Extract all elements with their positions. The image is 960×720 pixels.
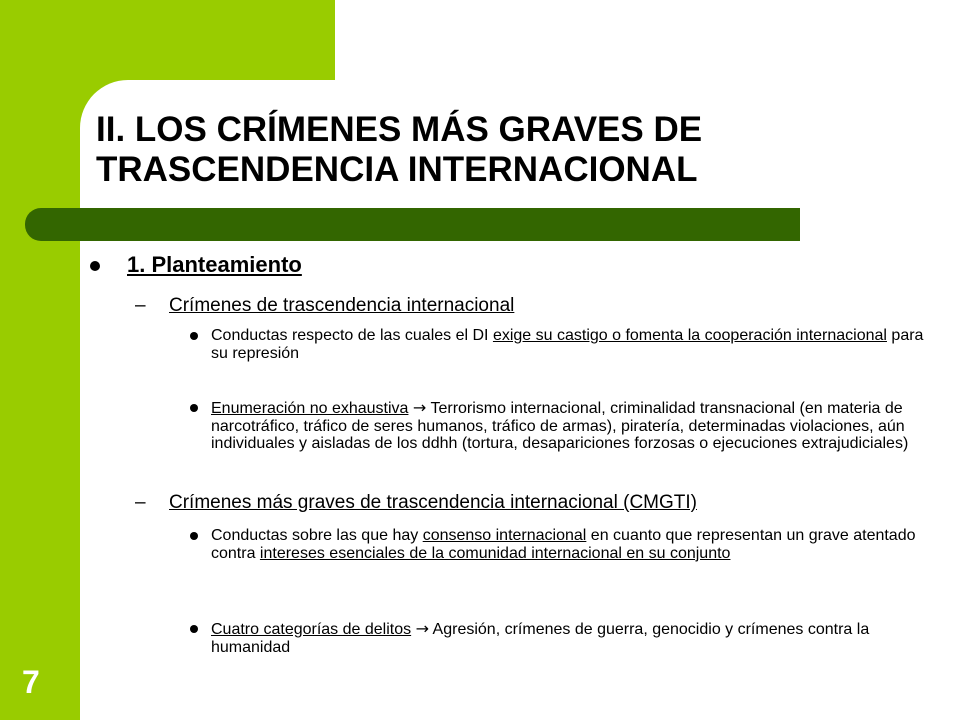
bullet-item bbox=[190, 327, 935, 362]
bullet-dot-icon bbox=[190, 332, 198, 340]
bullet-text: Conductas sobre las que hay consenso internacional en cuanto que representan un grave atentado contra intereses esenciales de la comunidad internacional en su conjunto bbox=[211, 527, 916, 562]
dash-icon: – bbox=[135, 295, 146, 316]
subheading-2: Crímenes más graves de trascendencia internacional (CMGTI) bbox=[169, 492, 697, 513]
subheading-1: Crímenes de trascendencia internacional bbox=[169, 295, 515, 316]
underlined-text: consenso internacional bbox=[422, 527, 587, 544]
arrow-right-icon: → bbox=[415, 619, 429, 638]
bullet-item bbox=[190, 527, 935, 562]
bullet-text: Conductas respecto de las cuales el DI exige su castigo o fomenta la cooperación internacional para su represión bbox=[211, 327, 924, 362]
underlined-text: intereses esenciales de la comunidad internacional en su conjunto bbox=[259, 544, 731, 562]
bullet-item bbox=[190, 399, 935, 453]
bullet-item bbox=[190, 620, 935, 656]
underlined-text: exige su castigo o fomenta la cooperación internacional bbox=[492, 327, 887, 344]
bullet-dot-icon bbox=[190, 625, 198, 633]
bullet-dot-icon bbox=[190, 532, 198, 540]
bullet-dot-icon bbox=[190, 404, 198, 412]
bullet-text: Cuatro categorías de delitos → Agresión, crímenes de guerra, genocidio y crímenes contra la humanidad bbox=[211, 619, 870, 656]
slide-title: II. LOS CRÍMENES MÁS GRAVES DE TRASCENDENCIA INTERNACIONAL bbox=[96, 110, 703, 189]
bullet-text: Enumeración no exhaustiva → Terrorismo internacional, criminalidad transnacional (en materia de narcotráfico, tráfico de seres humanos, tráfico de armas), piratería, determinadas violaciones, aún individuales y aisladas de los ddhh (tortura, desapariciones forzosas o ejecuciones extrajudiciales) bbox=[211, 398, 909, 452]
underlined-text: Cuatro categorías de delitos bbox=[211, 621, 412, 638]
underlined-text: Enumeración no exhaustiva bbox=[211, 400, 409, 417]
page-number: 7 bbox=[22, 664, 40, 700]
dash-icon: – bbox=[135, 492, 146, 513]
arrow-right-icon: → bbox=[412, 398, 427, 417]
bullet-dot-icon bbox=[90, 261, 100, 271]
section-heading: 1. Planteamiento bbox=[127, 252, 302, 277]
